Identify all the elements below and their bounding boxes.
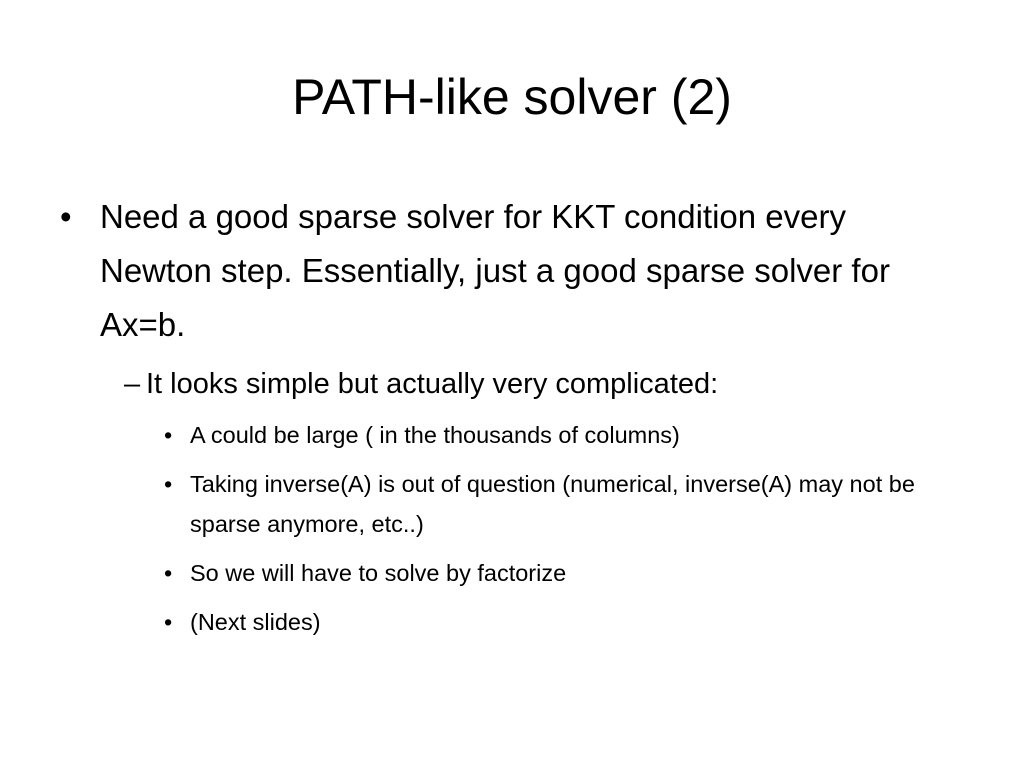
bullet-text: Need a good sparse solver for KKT condition every Newton step. Essentially, just a good sparse solver for Ax=b.: [100, 198, 890, 343]
bullet-level-1: [60, 190, 940, 352]
bullet-dot-icon: •: [164, 422, 173, 448]
slide-title: PATH-like solver (2): [292, 69, 732, 125]
bullet-level-2: [124, 362, 944, 406]
bullet-level-3: [164, 415, 924, 455]
bullet-text: (Next slides): [190, 609, 321, 635]
bullet-level-3: [164, 553, 924, 593]
bullet-dot-icon: •: [164, 560, 173, 586]
bullet-text: Taking inverse(A) is out of question (numerical, inverse(A) may not be sparse anymore, etc..): [190, 471, 915, 537]
bullet-text: It looks simple but actually very complicated:: [146, 368, 719, 400]
bullet-dot-icon: •: [164, 609, 173, 635]
bullet-dash-icon: –: [124, 368, 141, 400]
bullet-dot-icon: •: [60, 198, 72, 235]
bullet-text: So we will have to solve by factorize: [190, 560, 567, 586]
bullet-level-3: [164, 602, 924, 642]
bullet-text: A could be large ( in the thousands of columns): [190, 422, 680, 448]
bullet-dot-icon: •: [164, 471, 173, 497]
bullet-level-3: [164, 464, 924, 544]
